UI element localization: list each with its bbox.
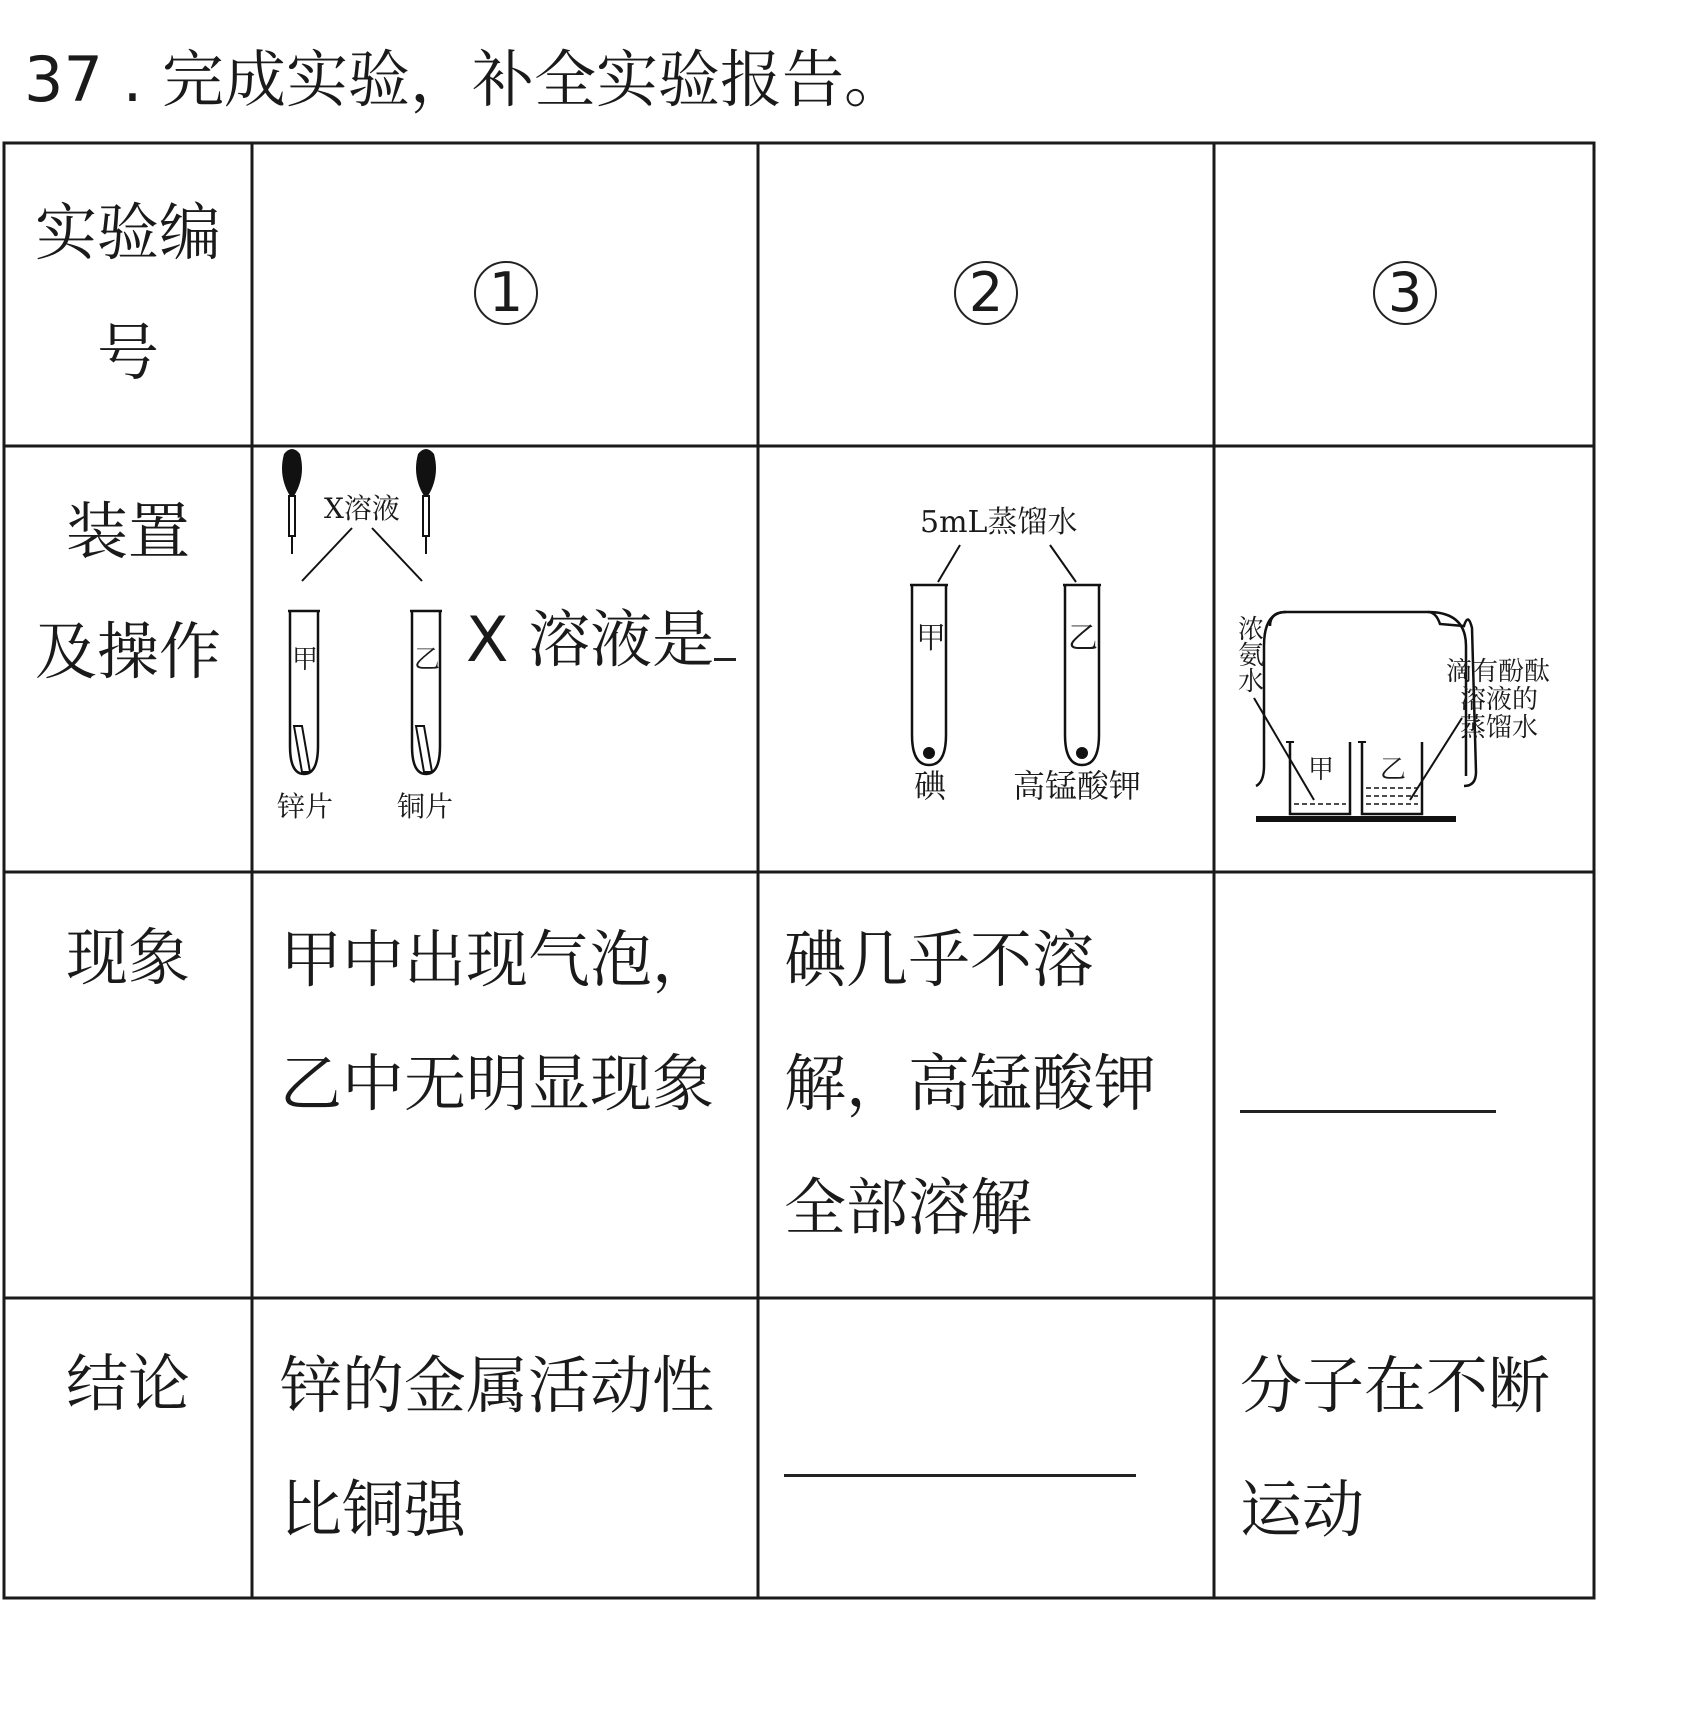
iodine-particle-icon — [923, 747, 935, 759]
apparatus-text-1: X 溶液是 — [466, 600, 736, 680]
row-header-phenomenon: 现象 — [65, 921, 190, 994]
test-tube-icon — [1063, 585, 1101, 765]
bell-jar-icon — [1270, 612, 1476, 786]
svg-text:水: 水 — [1238, 667, 1265, 697]
dropper-icon — [282, 449, 302, 554]
water-label: 5mL蒸馏水 — [920, 505, 1078, 540]
row-header-conclusion: 结论 — [65, 1347, 190, 1420]
answer-blank-conclusion-2 — [784, 1474, 1136, 1477]
svg-text:氨: 氨 — [1238, 641, 1265, 671]
experiment-number-1: 1 — [474, 261, 538, 325]
svg-text:蒸馏水: 蒸馏水 — [1460, 713, 1539, 743]
dropper-icon — [416, 449, 436, 554]
row-header-number: 实验编 号 — [34, 196, 221, 389]
phenomenon-1: 甲中出现气泡， 乙中无明显现象 — [280, 923, 715, 1120]
item-label-a: 锌片 — [277, 790, 334, 823]
dropper-label: X溶液 — [324, 492, 400, 525]
svg-text:滴有酚酞: 滴有酚酞 — [1446, 657, 1551, 687]
base-plate-icon — [1256, 816, 1456, 822]
phenomenon-2: 碘几乎不溶 解，高锰酸钾 全部溶解 — [784, 923, 1157, 1244]
copper-strip-icon — [416, 726, 432, 772]
permanganate-particle-icon — [1076, 747, 1088, 759]
experiment-number-3: 3 — [1373, 261, 1437, 325]
experiment-number-2: 2 — [954, 261, 1018, 325]
item-label-a: 碘 — [914, 767, 947, 805]
apparatus-diagram-3 — [1214, 446, 1594, 872]
svg-text:浓: 浓 — [1238, 615, 1265, 645]
item-label-b: 铜片 — [397, 790, 454, 823]
answer-blank-phenomenon-3 — [1240, 1110, 1496, 1113]
apparatus-diagram-1 — [252, 446, 472, 846]
beaker-label-a: 甲 — [1308, 755, 1335, 785]
beaker-label-b: 乙 — [1380, 755, 1407, 785]
conclusion-1: 锌的金属活动性 比铜强 — [280, 1349, 715, 1546]
tube-label-b: 乙 — [1068, 621, 1098, 656]
row-header-apparatus: 装置 及操作 — [34, 495, 221, 688]
apparatus-diagram-2 — [890, 490, 1170, 830]
tube-label-b: 乙 — [414, 645, 441, 675]
conclusion-3: 分子在不断 运动 — [1240, 1349, 1551, 1546]
zinc-strip-icon — [294, 726, 310, 772]
test-tube-icon — [910, 585, 948, 765]
svg-text:溶液的: 溶液的 — [1460, 685, 1539, 715]
item-label-b: 高锰酸钾 — [1013, 767, 1142, 805]
tube-label-a: 甲 — [292, 645, 319, 675]
answer-blank-x-solution — [714, 602, 736, 661]
tube-label-a: 甲 — [916, 621, 946, 656]
question-title: 37 . 完成实验，补全实验报告。 — [24, 43, 907, 116]
